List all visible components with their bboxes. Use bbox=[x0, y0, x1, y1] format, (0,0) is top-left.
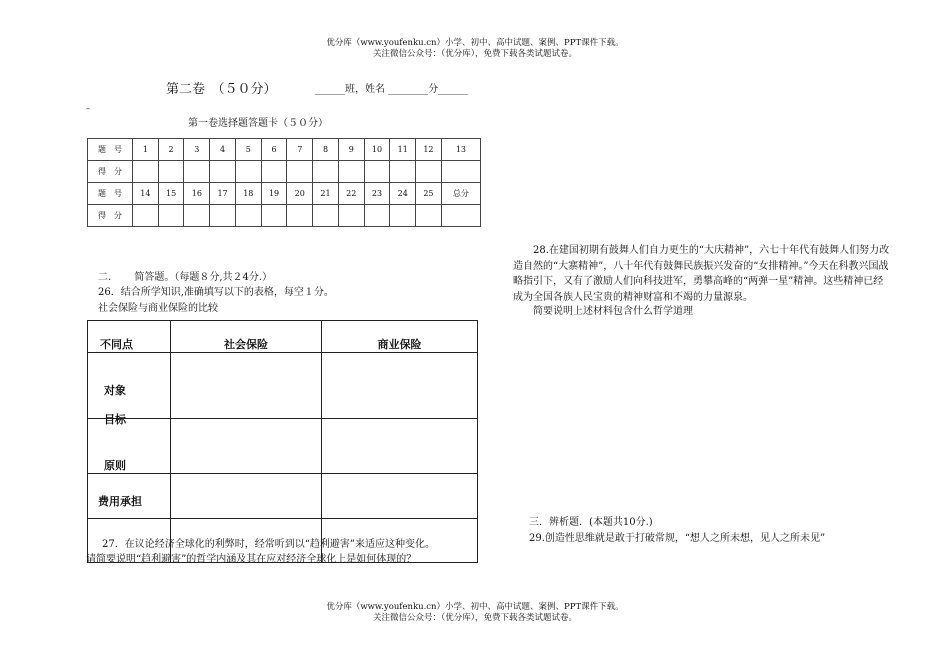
answer-card-title: 第一卷选择题答题卡（５０分） bbox=[188, 118, 328, 129]
answer-card-table bbox=[87, 138, 481, 227]
question-number: 15 bbox=[158, 183, 184, 205]
answer-cell[interactable] bbox=[338, 205, 364, 227]
answer-cell[interactable] bbox=[416, 161, 442, 183]
answer-cell[interactable] bbox=[235, 161, 261, 183]
header-line-2: 关注微信公众号：（优分库），免费下载各类试题试卷。 bbox=[372, 49, 577, 59]
answer-cell[interactable] bbox=[313, 161, 339, 183]
answer-cell[interactable] bbox=[390, 205, 416, 227]
header-difference bbox=[88, 321, 171, 353]
question-number: 13 bbox=[441, 139, 480, 161]
answer-cell[interactable] bbox=[133, 161, 159, 183]
answer-commercial-object[interactable] bbox=[322, 353, 478, 419]
header-commercial-insurance bbox=[322, 321, 478, 353]
answer-row-scores-2 bbox=[88, 205, 481, 227]
row-cost bbox=[88, 474, 171, 519]
answer-cell[interactable] bbox=[261, 161, 287, 183]
question-number: 5 bbox=[235, 139, 261, 161]
question-number: 11 bbox=[390, 139, 416, 161]
answer-cell[interactable] bbox=[364, 161, 390, 183]
question-number: 22 bbox=[338, 183, 364, 205]
header-difference-label: 不同点 bbox=[100, 338, 133, 351]
answer-cell[interactable] bbox=[416, 205, 442, 227]
answer-cell[interactable] bbox=[210, 161, 236, 183]
row-cost-label: 费用承担 bbox=[98, 495, 142, 508]
answer-social-cost[interactable] bbox=[171, 474, 322, 519]
question-number: 23 bbox=[364, 183, 390, 205]
question-number: 21 bbox=[313, 183, 339, 205]
answer-cell[interactable] bbox=[235, 205, 261, 227]
q27-line-1: 27．在议论经济全球化的利弊时，经常听到以“趋利避害”来适应这种变化。 bbox=[102, 539, 435, 550]
answer-cell[interactable] bbox=[313, 205, 339, 227]
footer-line-2: 关注微信公众号：（优分库），免费下载各类试题试卷。 bbox=[372, 613, 577, 623]
total-label: 总分 bbox=[441, 183, 480, 205]
row-goal-label: 目标 bbox=[104, 413, 126, 426]
answer-cell[interactable] bbox=[210, 205, 236, 227]
question-number: 10 bbox=[364, 139, 390, 161]
question-number: 18 bbox=[235, 183, 261, 205]
section3-heading: 三．辨析题．(本题共10分.) bbox=[529, 517, 653, 528]
answer-row-numbers-1 bbox=[88, 139, 481, 161]
answer-row-scores-1 bbox=[88, 161, 481, 183]
row-label: 题 号 bbox=[88, 139, 133, 161]
q28-question: 简要说明上述材料包含什么哲学道理 bbox=[533, 306, 693, 317]
row-label: 题 号 bbox=[88, 183, 133, 205]
answer-cell[interactable] bbox=[287, 205, 313, 227]
name-line: ______班，姓名 ________分______ bbox=[315, 84, 469, 95]
question-number: 1 bbox=[133, 139, 159, 161]
question-number: 20 bbox=[287, 183, 313, 205]
q26-text: 26．结合所学知识,准确填写以下的表格，每空１分。 bbox=[98, 287, 334, 298]
row-principle-label: 原则 bbox=[104, 459, 126, 472]
row-label: 得 分 bbox=[88, 161, 133, 183]
comparison-table bbox=[87, 320, 478, 563]
footer-line-1: 优分库（www.youfenku.cn）小学、初中、高中试题、案例、PPT课件下载。 bbox=[326, 602, 624, 612]
question-number: 9 bbox=[338, 139, 364, 161]
header-social-insurance bbox=[171, 321, 322, 353]
q26-caption: 社会保险与商业保险的比较 bbox=[98, 303, 218, 314]
answer-social-goal[interactable] bbox=[171, 419, 322, 474]
header-line-1: 优分库（www.youfenku.cn）小学、初中、高中试题、案例、PPT课件下载。 bbox=[326, 38, 624, 48]
row-object bbox=[88, 353, 171, 419]
question-number: 25 bbox=[416, 183, 442, 205]
answer-cell[interactable] bbox=[441, 161, 480, 183]
question-number: 24 bbox=[390, 183, 416, 205]
answer-commercial-cost[interactable] bbox=[322, 474, 478, 519]
answer-row-numbers-2 bbox=[88, 183, 481, 205]
stray-dash: – bbox=[86, 104, 90, 113]
section2-heading: 二. 简答题。（每题８分,共２4分.） bbox=[98, 272, 273, 283]
question-number: 3 bbox=[184, 139, 210, 161]
q29-text: 29.创造性思维就是敢于打破常规，“想人之所未想，见人之所未见” bbox=[529, 533, 826, 544]
question-number: 17 bbox=[210, 183, 236, 205]
exam-title: 第二卷 （５０分） bbox=[166, 82, 277, 97]
question-number: 14 bbox=[133, 183, 159, 205]
total-cell[interactable] bbox=[441, 205, 480, 227]
answer-cell[interactable] bbox=[287, 161, 313, 183]
answer-cell[interactable] bbox=[133, 205, 159, 227]
question-number: 16 bbox=[184, 183, 210, 205]
row-label: 得 分 bbox=[88, 205, 133, 227]
answer-cell[interactable] bbox=[184, 161, 210, 183]
answer-cell[interactable] bbox=[158, 161, 184, 183]
answer-cell[interactable] bbox=[364, 205, 390, 227]
header-commercial-label: 商业保险 bbox=[377, 338, 422, 351]
question-number: 2 bbox=[158, 139, 184, 161]
answer-social-object[interactable] bbox=[171, 353, 322, 419]
question-number: 4 bbox=[210, 139, 236, 161]
question-number: 6 bbox=[261, 139, 287, 161]
header-social-label: 社会保险 bbox=[224, 338, 268, 351]
answer-cell[interactable] bbox=[184, 205, 210, 227]
answer-commercial-goal[interactable] bbox=[322, 419, 478, 474]
answer-cell[interactable] bbox=[390, 161, 416, 183]
question-number: 12 bbox=[416, 139, 442, 161]
question-number: 8 bbox=[313, 139, 339, 161]
answer-cell[interactable] bbox=[338, 161, 364, 183]
row-object-label: 对象 bbox=[104, 384, 126, 397]
answer-cell[interactable] bbox=[158, 205, 184, 227]
row-goal-principle bbox=[88, 413, 171, 474]
q28-text: 28.在建国初期有鼓舞人们自力更生的“大庆精神”，六七十年代有鼓舞人们努力改造自然的“大寨精神”，八十年代有鼓舞民族振兴发奋的“女排精神。”今天在科教兴国战略指引下，又有了激励人们向科技进军，勇攀高峰的“两弹一星”精神。这些精神已经成为全国各族人民宝贵的精神财富和不竭的力量源泉。 bbox=[513, 245, 890, 303]
answer-cell[interactable] bbox=[261, 205, 287, 227]
question-number: 19 bbox=[261, 183, 287, 205]
question-number: 7 bbox=[287, 139, 313, 161]
q27-line-2: 请简要说明“趋利避害”的哲学内涵及其在应对经济全球化上是如何体现的？ bbox=[86, 554, 417, 565]
